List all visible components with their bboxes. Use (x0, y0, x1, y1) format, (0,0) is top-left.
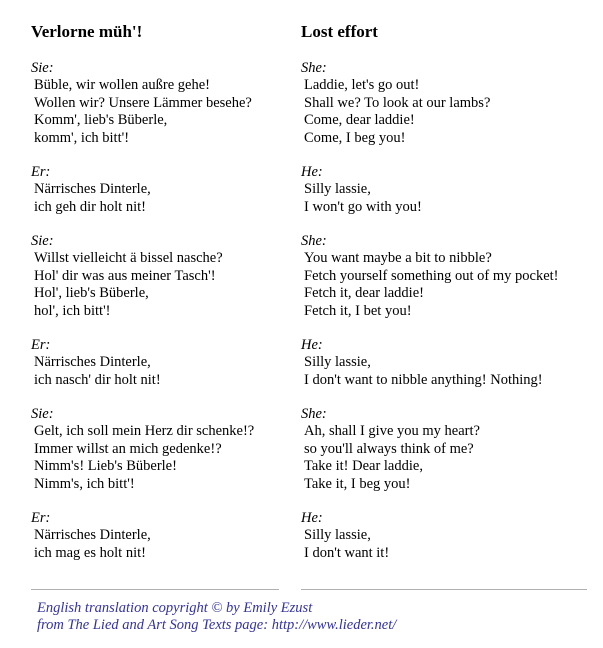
verse-line: Immer willst an mich gedenke!? (34, 440, 222, 457)
stanza (301, 406, 591, 493)
verse-line: Närrisches Dinterle, (34, 354, 151, 370)
verse-line: Silly lassie, (304, 527, 371, 543)
verse-line: Hol', lieb's Büberle, (34, 285, 149, 301)
verse-line: I won't go with you! (304, 198, 422, 215)
german-column (31, 22, 281, 579)
copyright-line: English translation copyright © by Emily Ezust (37, 600, 313, 616)
stanza (31, 233, 281, 320)
speaker-label: He: (301, 337, 323, 353)
stanza (31, 337, 281, 389)
verse-line: ich mag es holt nit! (34, 544, 146, 561)
verse-line: Komm', lieb's Büberle, (34, 112, 168, 128)
verse-line: Wollen wir? Unsere Lämmer besehe? (34, 94, 252, 111)
speaker-label: Er: (31, 164, 51, 180)
verse-line: Hol' dir was aus meiner Tasch'! (34, 267, 216, 284)
verse-line: Nimm's, ich bitt'! (34, 475, 135, 492)
verse-line: komm', ich bitt'! (34, 129, 130, 146)
verse-line: hol', ich bitt'! (34, 302, 111, 319)
stanza (301, 164, 591, 216)
speaker-label: She: (301, 406, 327, 422)
stanza (301, 510, 591, 562)
verse-line: Büble, wir wollen außre gehe! (34, 77, 210, 93)
verse-line: Laddie, let's go out! (304, 77, 420, 93)
verse-line: Nimm's! Lieb's Büberle! (34, 458, 177, 474)
verse-line: Gelt, ich soll mein Herz dir schenke!? (34, 423, 255, 439)
speaker-label: She: (301, 60, 327, 76)
speaker-label: She: (301, 233, 327, 249)
speaker-label: He: (301, 510, 323, 526)
german-stanzas (31, 60, 281, 562)
verse-line: Willst vielleicht ä bissel nasche? (34, 250, 223, 266)
speaker-label: Sie: (31, 406, 54, 422)
stanza (301, 60, 591, 147)
verse-line: Fetch it, I bet you! (304, 302, 412, 319)
verse-line: ich geh dir holt nit! (34, 198, 146, 215)
source-line: from The Lied and Art Song Texts page: http://www.lieder.net/ (37, 617, 397, 633)
right-divider (301, 589, 587, 590)
verse-line: Silly lassie, (304, 354, 371, 370)
verse-line: Närrisches Dinterle, (34, 527, 151, 543)
german-title: Verlorne müh'! (31, 22, 143, 41)
stanza (301, 233, 591, 320)
verse-line: I don't want it! (304, 544, 390, 561)
stanza (31, 510, 281, 562)
speaker-label: Sie: (31, 60, 54, 76)
verse-line: Närrisches Dinterle, (34, 181, 151, 197)
verse-line: Ah, shall I give you my heart? (304, 423, 480, 439)
verse-line: Come, I beg you! (304, 129, 406, 146)
stanza (31, 164, 281, 216)
speaker-label: Er: (31, 510, 51, 526)
left-divider (31, 589, 279, 590)
verse-line: ich nasch' dir holt nit! (34, 371, 161, 388)
copyright-footer (37, 600, 396, 634)
english-stanzas (301, 60, 591, 562)
speaker-label: He: (301, 164, 323, 180)
stanza (31, 60, 281, 147)
speaker-label: Sie: (31, 233, 54, 249)
english-column (301, 22, 591, 579)
stanza (301, 337, 591, 389)
verse-line: Fetch yourself something out of my pocket! (304, 267, 559, 284)
verse-line: Take it, I beg you! (304, 475, 411, 492)
verse-line: Take it! Dear laddie, (304, 458, 423, 474)
verse-line: Come, dear laddie! (304, 112, 415, 128)
verse-line: Fetch it, dear laddie! (304, 285, 424, 301)
stanza (31, 406, 281, 493)
verse-line: I don't want to nibble anything! Nothing! (304, 371, 543, 388)
verse-line: so you'll always think of me? (304, 440, 474, 457)
speaker-label: Er: (31, 337, 51, 353)
verse-line: Silly lassie, (304, 181, 371, 197)
verse-line: Shall we? To look at our lambs? (304, 94, 491, 111)
english-title: Lost effort (301, 22, 378, 41)
verse-line: You want maybe a bit to nibble? (304, 250, 492, 266)
